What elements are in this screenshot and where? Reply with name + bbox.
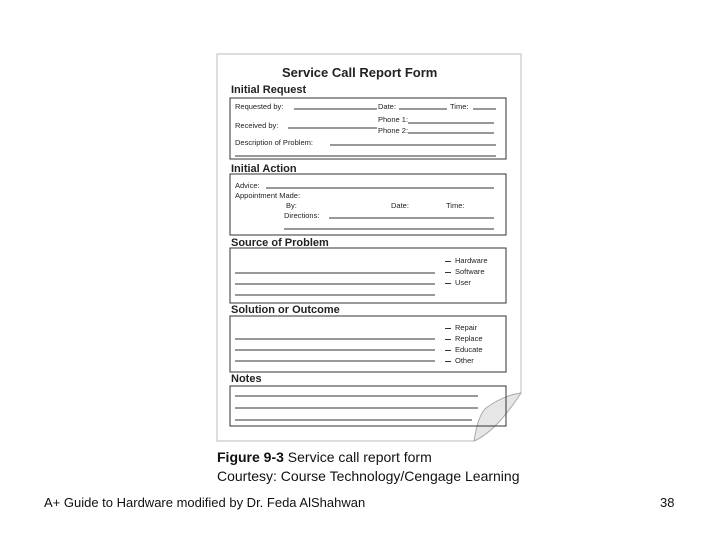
label-advice: Advice: [235, 181, 260, 190]
label-time: Time: [450, 102, 469, 111]
slide-footer: A+ Guide to Hardware modified by Dr. Feda AlShahwan [44, 495, 366, 510]
section-solution: Solution or Outcome [231, 304, 340, 316]
checkbox-repair[interactable]: Repair [445, 323, 477, 332]
label-phone2: Phone 2: [378, 126, 409, 135]
form-title: Service Call Report Form [282, 65, 438, 80]
section-notes: Notes [231, 373, 262, 385]
figure-text: Service call report form [283, 449, 432, 465]
checkbox-replace[interactable]: Replace [445, 334, 483, 343]
page-number: 38 [660, 495, 675, 510]
section-source: Source of Problem [231, 237, 329, 249]
label-by: By: [286, 201, 297, 210]
section-initial-action: Initial Action [231, 163, 297, 175]
figure-caption [217, 448, 520, 486]
label-date2: Date: [391, 201, 409, 210]
figure-courtesy: Courtesy: Course Technology/Cengage Learning [217, 468, 520, 484]
checkbox-other[interactable]: Other [445, 356, 474, 365]
label-received-by: Received by: [235, 121, 279, 130]
label-requested-by: Requested by: [235, 102, 284, 111]
checkbox-educate[interactable]: Educate [445, 345, 483, 354]
label-description: Description of Problem: [235, 138, 313, 147]
section-initial-request: Initial Request [231, 84, 307, 96]
label-appointment: Appointment Made: [235, 191, 301, 200]
form-image [216, 53, 522, 442]
figure-label: Figure 9-3 [217, 449, 284, 465]
checkbox-software[interactable]: Software [445, 267, 485, 276]
checkbox-hardware[interactable]: Hardware [445, 256, 488, 265]
checkbox-user[interactable]: User [445, 278, 471, 287]
label-phone1: Phone 1: [378, 115, 409, 124]
label-time2: Time: [446, 201, 465, 210]
label-directions: Directions: [284, 211, 320, 220]
label-date: Date: [378, 102, 396, 111]
